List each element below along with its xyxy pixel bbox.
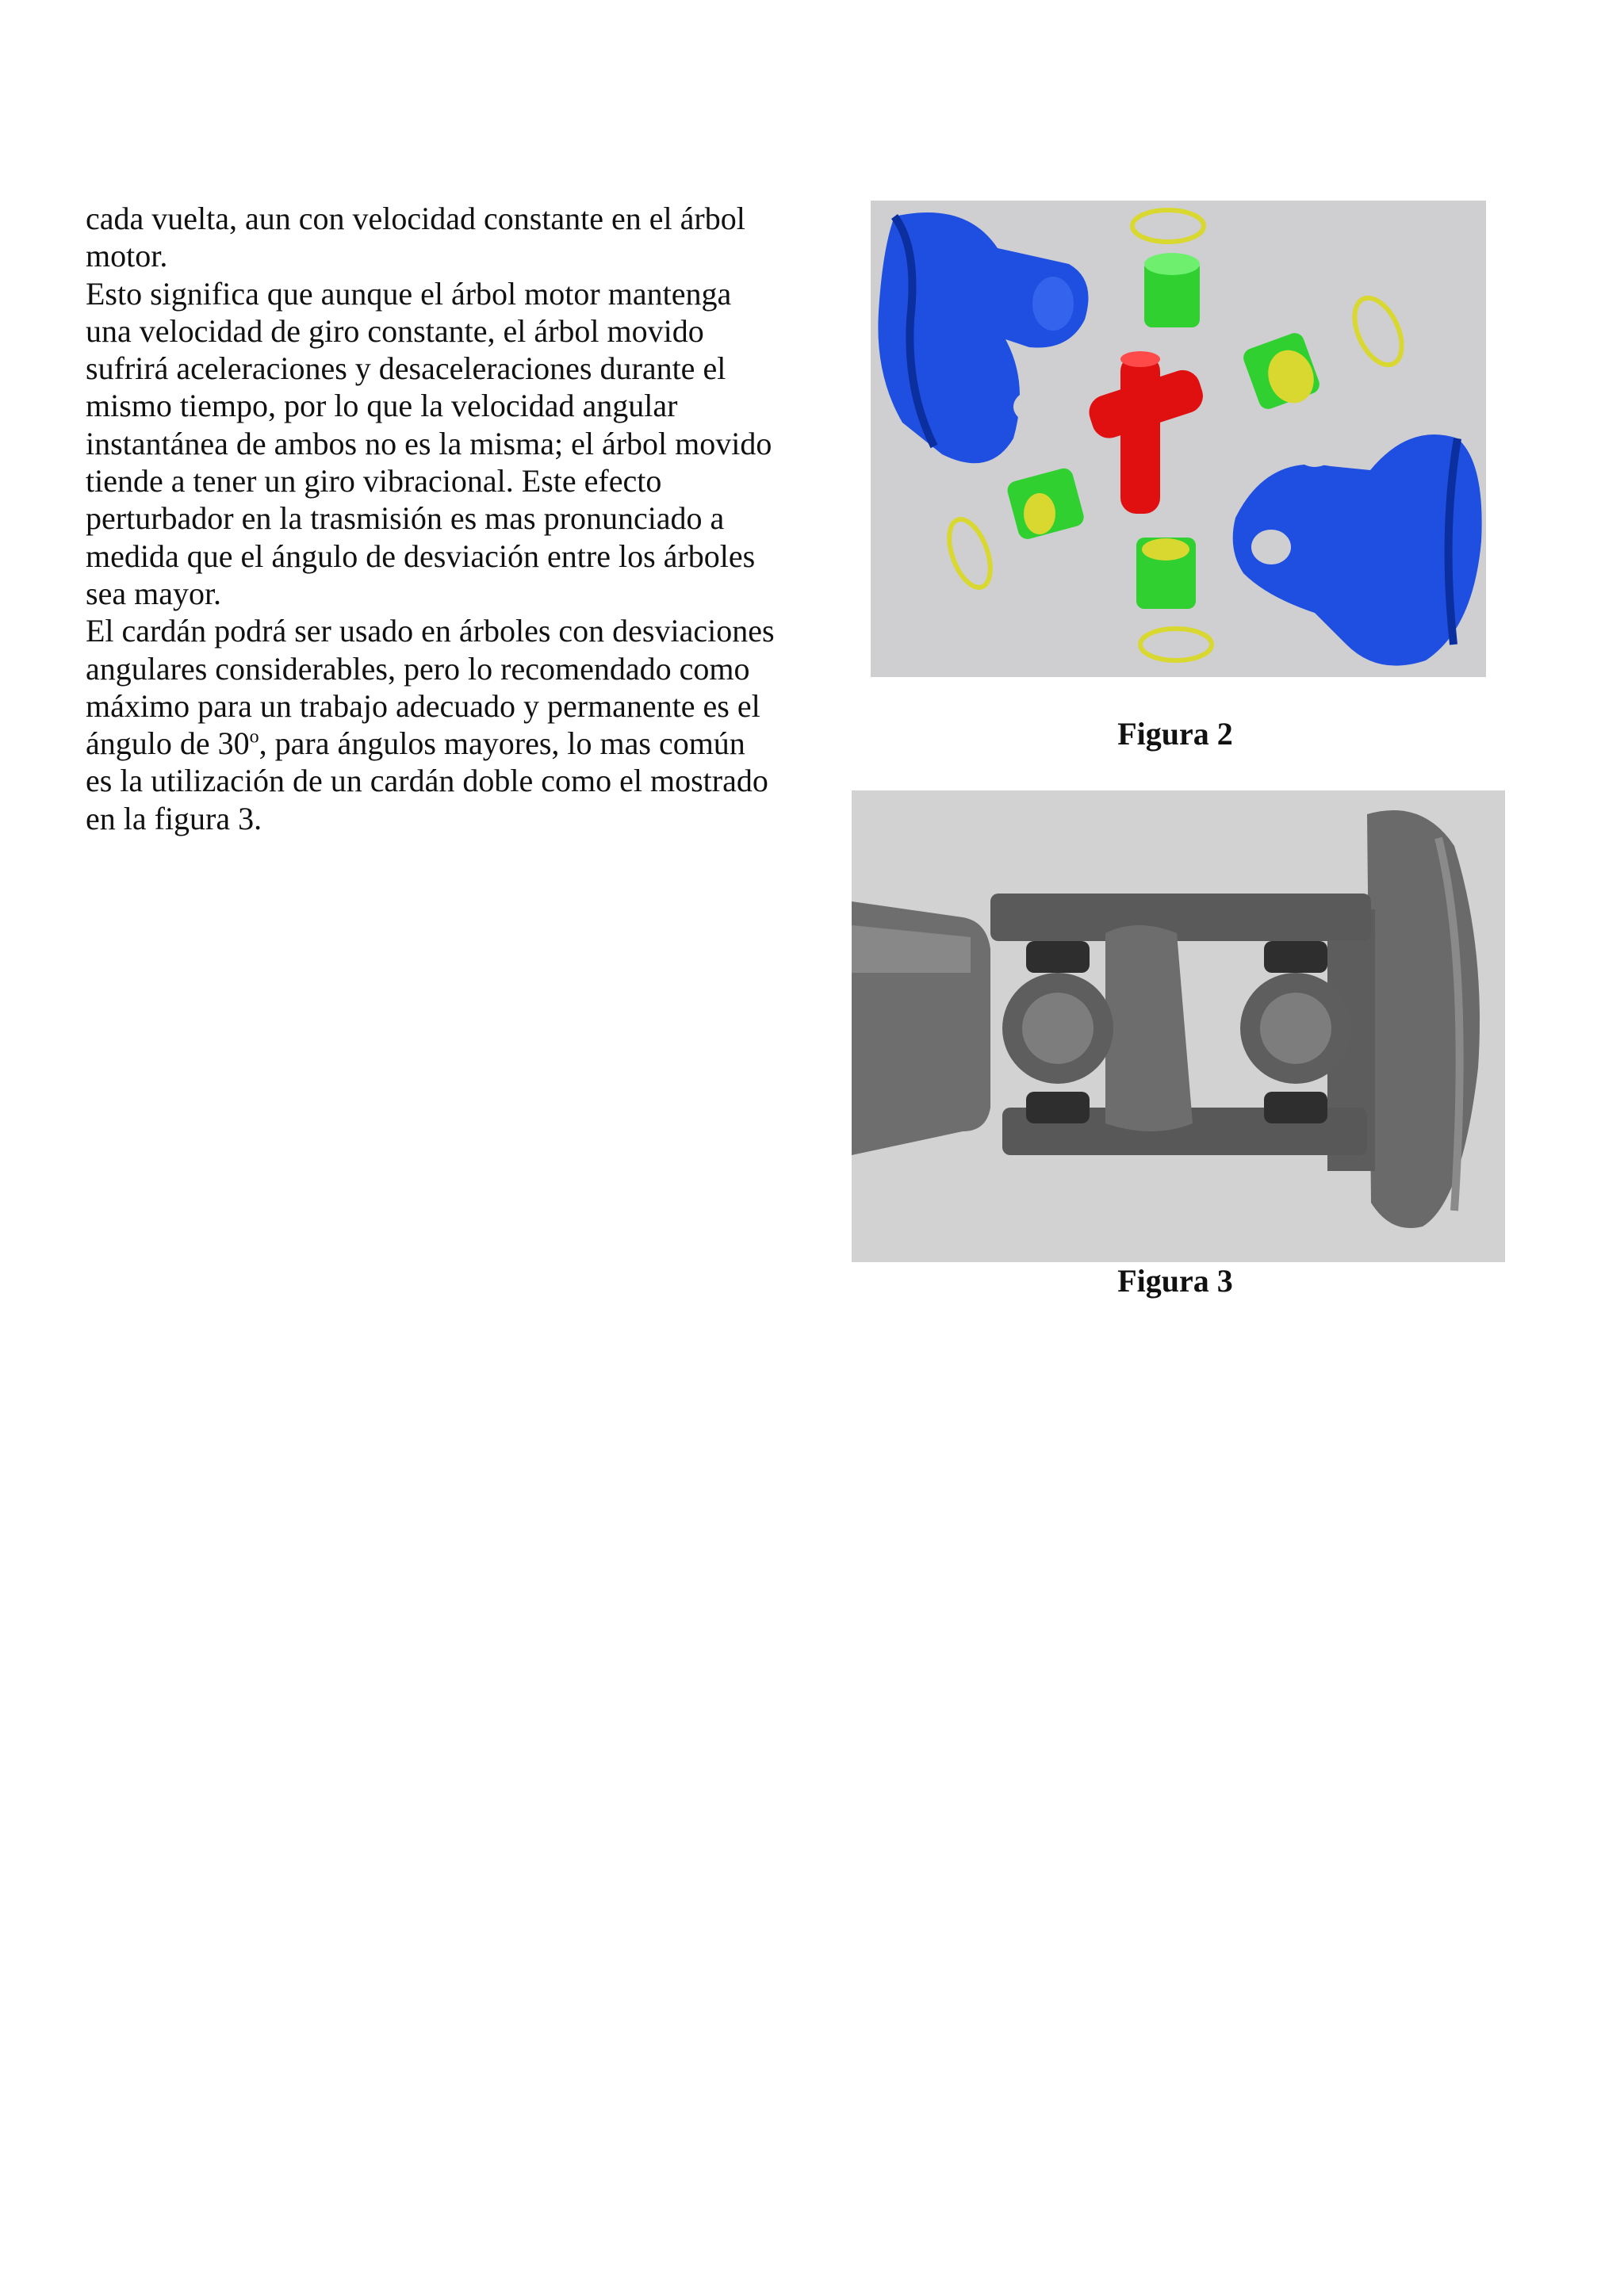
figure-2-image	[871, 201, 1486, 677]
text-line: tiende a tener un giro vibracional. Este efecto	[86, 463, 662, 499]
text-line: motor.	[86, 238, 168, 274]
text-line: en la figura 3.	[86, 800, 262, 836]
text-line: El cardán podrá ser usado en árboles con desviaciones	[86, 613, 775, 649]
degree-superscript: o	[249, 726, 259, 748]
text-line: instantánea de ambos no es la misma; el árbol movido	[86, 425, 772, 461]
body-text	[86, 200, 799, 837]
angle-text-before: ángulo de 30	[86, 725, 250, 762]
figure-3-caption: Figura 3	[1117, 1263, 1233, 1299]
text-line: máximo para un trabajo adecuado y permanente es el	[86, 687, 760, 724]
text-line: Esto significa que aunque el árbol motor mantenga	[86, 275, 732, 312]
figure-2-caption: Figura 2	[1117, 716, 1233, 752]
figure-3-image	[852, 790, 1505, 1262]
angle-text-after: , para ángulos mayores, lo mas común	[259, 725, 745, 762]
text-line: perturbador en la trasmisión es mas pronunciado a	[86, 500, 725, 537]
text-line: una velocidad de giro constante, el árbol movido	[86, 312, 704, 349]
text-line: mismo tiempo, por lo que la velocidad angular	[86, 388, 678, 424]
text-line: sufrirá aceleraciones y desaceleraciones durante el	[86, 350, 726, 387]
text-line: medida que el ángulo de desviación entre los árboles	[86, 538, 756, 574]
text-line: cada vuelta, aun con velocidad constante en el árbol	[86, 201, 745, 236]
text-line: sea mayor.	[86, 575, 222, 611]
text-line: es la utilización de un cardán doble como el mostrado	[86, 763, 768, 799]
text-line: angulares considerables, pero lo recomendado como	[86, 650, 750, 687]
text-line-angle	[86, 725, 799, 762]
